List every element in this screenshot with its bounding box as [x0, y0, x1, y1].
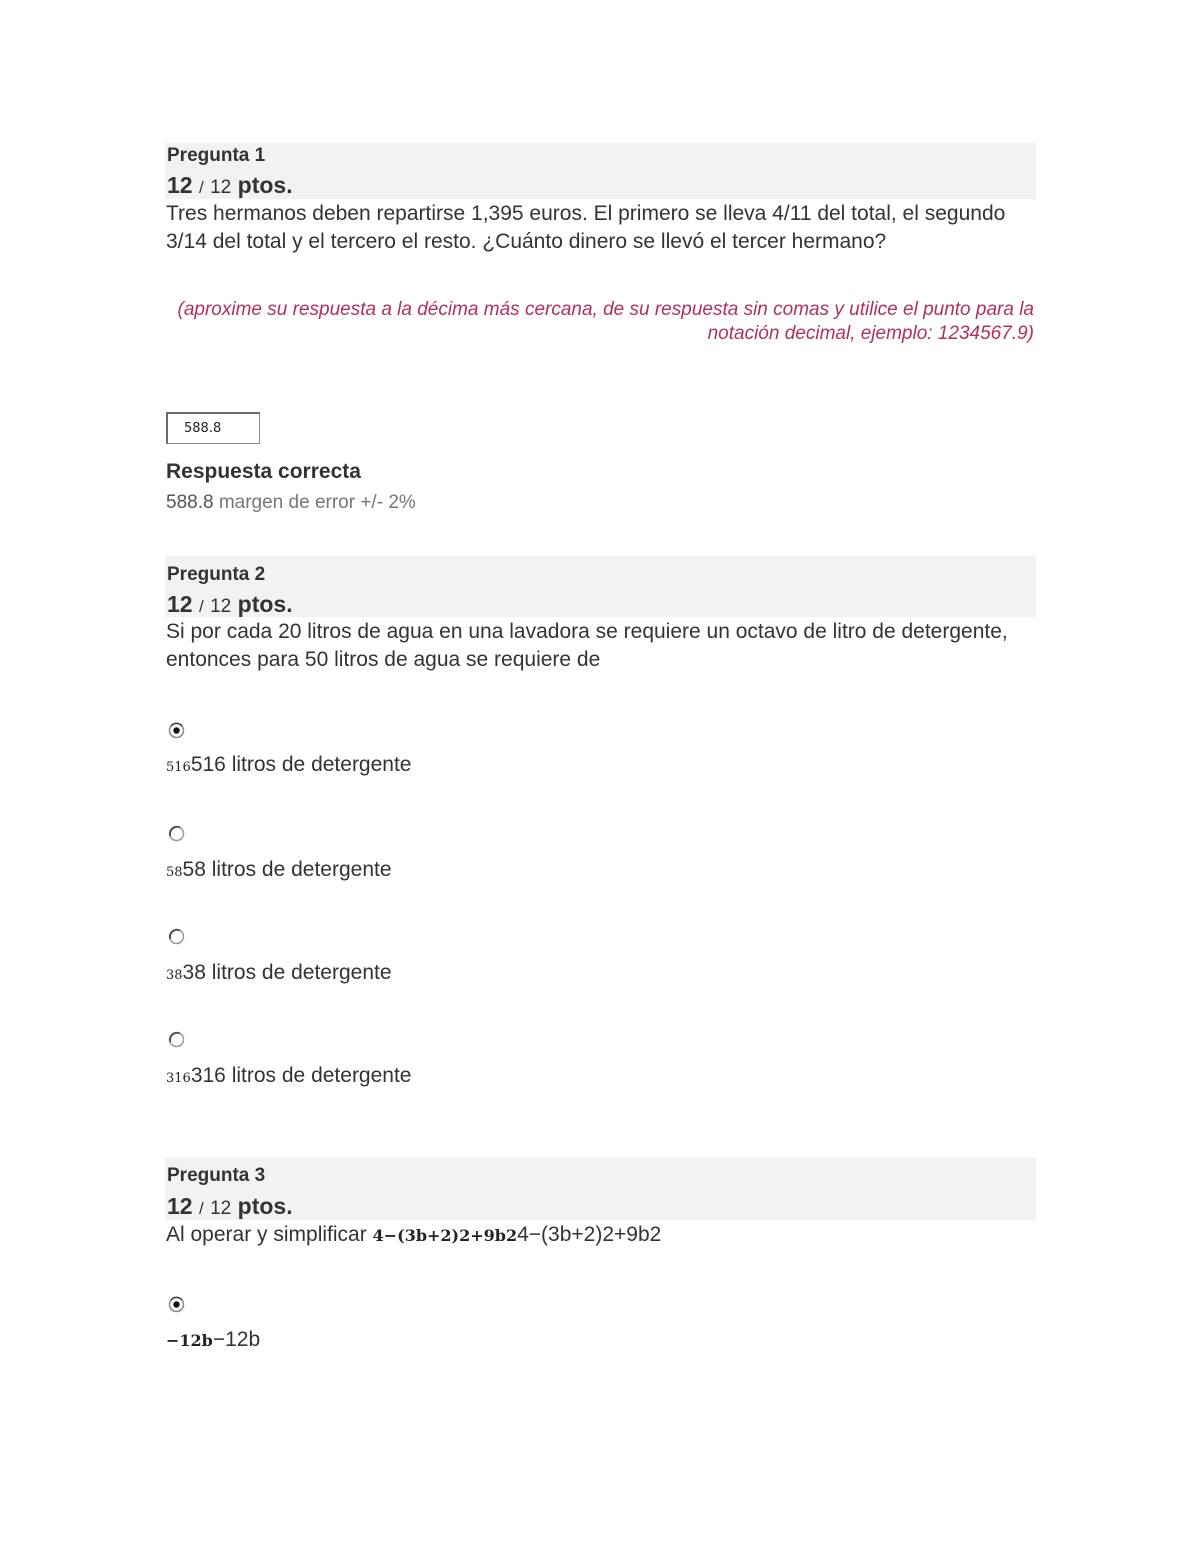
option-4-label[interactable] — [166, 1064, 411, 1088]
question-3-expression-text: 4−(3b+2)2+9b2 — [517, 1223, 662, 1246]
question-3-title: Pregunta 3 — [167, 1165, 266, 1186]
answer-input[interactable]: 588.8 — [166, 412, 260, 444]
score-earned: 12 — [167, 1193, 193, 1219]
option-2-text: 58 litros de detergente — [182, 858, 392, 881]
option-3-math: 38 — [166, 968, 183, 983]
question-3-score — [167, 1193, 293, 1220]
option-2-math: 58 — [166, 865, 183, 880]
option-3-label[interactable] — [166, 961, 392, 985]
score-earned: 12 — [167, 591, 193, 617]
question-1-title: Pregunta 1 — [167, 145, 266, 166]
correct-answer-line — [166, 492, 416, 514]
correct-answer-label: Respuesta correcta — [166, 460, 361, 483]
option-1-math: 516 — [166, 760, 191, 775]
option-3-radio[interactable] — [168, 928, 185, 945]
question-1-score — [167, 172, 293, 199]
correct-answer-margin: margen de error +/- 2% — [218, 492, 416, 513]
score-total: 12 — [210, 596, 232, 617]
q3-option-1-radio[interactable] — [168, 1296, 185, 1313]
option-1-radio[interactable] — [168, 722, 185, 739]
option-2-radio[interactable] — [168, 825, 185, 842]
question-3-header — [165, 1158, 1036, 1220]
score-earned: 12 — [167, 172, 193, 198]
option-2-label[interactable] — [166, 858, 392, 882]
score-separator: / — [198, 597, 204, 616]
question-2-title: Pregunta 2 — [167, 564, 266, 585]
score-separator: / — [198, 178, 204, 197]
option-1-text: 516 litros de detergente — [190, 753, 412, 776]
option-1-label[interactable] — [166, 753, 411, 777]
score-total: 12 — [210, 1198, 232, 1219]
score-total: 12 — [210, 177, 232, 198]
question-3-expression-math: 4−(3b+2)2+9b2 — [372, 1226, 518, 1245]
question-2-text: Si por cada 20 litros de agua en una lavadora se requiere un octavo de litro de detergente, entonces para 50 litros de agua se requiere de — [166, 620, 1008, 671]
question-2-header — [165, 556, 1036, 617]
score-separator: / — [198, 1199, 204, 1218]
question-1-note: (aproxime su respuesta a la décima más cercana, de su respuesta sin comas y utilice el punto para la notación decimal, ejemplo: 1234567.9) — [177, 299, 1034, 344]
q3-option-1-label[interactable] — [166, 1328, 260, 1352]
option-4-math: 316 — [166, 1071, 191, 1086]
option-3-text: 38 litros de detergente — [182, 961, 392, 984]
score-unit: ptos. — [237, 1193, 293, 1219]
score-unit: ptos. — [237, 172, 293, 198]
score-unit: ptos. — [237, 591, 293, 617]
option-4-radio[interactable] — [168, 1031, 185, 1048]
question-1-text: Tres hermanos deben repartirse 1,395 euros. El primero se lleva 4/11 del total, el segundo 3/14 del total y el tercero el resto. ¿Cuánto dinero se llevó el tercer hermano? — [166, 202, 1006, 253]
question-1-header — [165, 143, 1036, 199]
q3-option-1-text: −12b — [212, 1328, 261, 1351]
question-3-text — [166, 1221, 1026, 1250]
q3-option-1-math: −12b — [166, 1331, 213, 1350]
correct-answer-value: 588.8 — [166, 492, 214, 513]
question-3-prefix: Al operar y simplificar — [166, 1223, 367, 1246]
question-2-score — [167, 591, 293, 618]
option-4-text: 316 litros de detergente — [190, 1064, 412, 1087]
